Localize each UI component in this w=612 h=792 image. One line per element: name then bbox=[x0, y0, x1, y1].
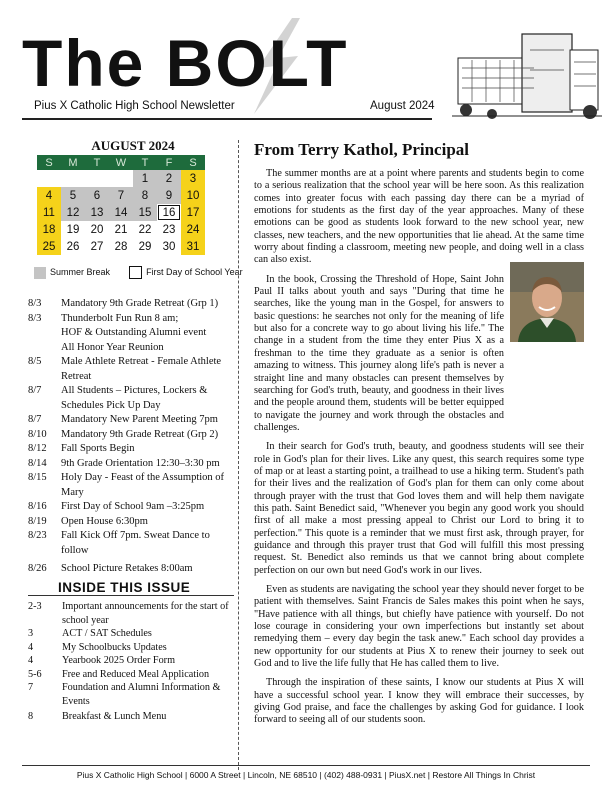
calendar-day: 20 bbox=[90, 223, 104, 236]
weekday: S bbox=[37, 155, 61, 170]
event-text: School Picture Retakes 8:00am bbox=[61, 563, 193, 574]
calendar-day: 11 bbox=[37, 204, 61, 221]
event-date: 8/5 bbox=[28, 356, 42, 367]
calendar-day: 23 bbox=[162, 223, 176, 236]
issue-page: 3 bbox=[28, 628, 34, 639]
event-item bbox=[28, 562, 238, 577]
event-item bbox=[28, 457, 238, 472]
event-item bbox=[28, 326, 238, 341]
event-item bbox=[28, 297, 238, 312]
legend-first-day-label: First Day of School Year bbox=[146, 266, 243, 277]
august-calendar bbox=[37, 155, 205, 255]
event-date: 8/26 bbox=[28, 563, 47, 574]
article-body bbox=[254, 168, 584, 734]
calendar-day-first-day: 16 bbox=[157, 204, 181, 221]
event-text: Mandatory 9th Grade Retreat (Grp 1) bbox=[61, 298, 219, 309]
issue-date: August 2024 bbox=[370, 100, 435, 112]
calendar-week bbox=[37, 170, 205, 187]
calendar-week bbox=[37, 187, 205, 204]
event-text: Male Athlete Retreat - Female Athlete Retreat bbox=[61, 356, 222, 382]
event-text: All Students – Pictures, Lockers & Schedules Pick Up Day bbox=[61, 385, 208, 411]
issue-page: 5-6 bbox=[28, 668, 42, 680]
calendar-weekday-row bbox=[37, 155, 205, 170]
event-date: 8/23 bbox=[28, 530, 47, 541]
calendar-day bbox=[109, 170, 133, 187]
calendar-day bbox=[61, 170, 85, 187]
event-item bbox=[28, 442, 238, 457]
calendar-day: 10 bbox=[181, 187, 205, 204]
weekday: T bbox=[133, 155, 157, 170]
calendar-day: 2 bbox=[157, 170, 181, 187]
calendar-day: 9 bbox=[157, 187, 181, 204]
column-divider bbox=[238, 140, 239, 770]
calendar-day: 21 bbox=[114, 223, 128, 236]
event-item bbox=[28, 515, 238, 530]
event-text: HOF & Outstanding Alumni event bbox=[61, 327, 207, 338]
issue-item bbox=[28, 641, 238, 655]
event-date: 8/12 bbox=[28, 443, 47, 454]
school-building-illustration bbox=[452, 20, 602, 124]
article-paragraph: In the book, Crossing the Threshold of Hope, Saint John Paul II talks about youth and says "During that time he searches, like the young man in the Gospel, for answers to basic questions: he searches not only for the meaning of life but also for a concrete way to go about living his life." The change in a student from the time they enter Pius X as a freshman to the time they graduate as a senior is often amazing to witness. This journey along life's path is never a straight line and many obstacles can present themselves by searching for God's truth, beauty, and goodness in their lives and the people around them, students will be better equipped to navigate the journey and work through the obstacles and challenges. bbox=[254, 273, 504, 433]
events-list bbox=[28, 297, 238, 577]
issue-item bbox=[28, 668, 238, 682]
issue-text: Important announcements for the start of school year bbox=[62, 601, 229, 626]
inside-this-issue-heading: INSIDE THIS ISSUE bbox=[58, 580, 191, 595]
first-day-swatch bbox=[129, 266, 142, 279]
event-date: 8/15 bbox=[28, 472, 47, 483]
event-date: 8/19 bbox=[28, 515, 47, 527]
issue-item bbox=[28, 654, 238, 668]
event-text: Fall Sports Begin bbox=[61, 443, 135, 454]
event-text: Mandatory New Parent Meeting 7pm bbox=[61, 414, 218, 425]
calendar-day: 28 bbox=[114, 240, 128, 253]
calendar-day: 1 bbox=[133, 170, 157, 187]
issue-page: 2-3 bbox=[28, 601, 42, 612]
event-text: 9th Grade Orientation 12:30–3:30 pm bbox=[61, 457, 220, 469]
event-text: Thunderbolt Fun Run 8 am; bbox=[61, 312, 179, 324]
event-item bbox=[28, 500, 238, 515]
calendar-day: 14 bbox=[109, 204, 133, 221]
article-paragraph: Through the inspiration of these saints, I know our students at Pius X will have a successful school year. I know they will embrace their successes, by giving God praise, and face the challenges by asking God for guidance. I look forward to seeing all of our students soon. bbox=[254, 677, 584, 726]
calendar-day: 6 bbox=[85, 187, 109, 204]
inside-rule bbox=[28, 595, 234, 596]
issue-text: Foundation and Alumni Information & Events bbox=[62, 682, 221, 707]
calendar-day: 22 bbox=[138, 223, 152, 236]
calendar-day: 30 bbox=[162, 240, 176, 253]
calendar-day: 13 bbox=[85, 204, 109, 221]
legend-summer-label: Summer Break bbox=[50, 266, 111, 277]
calendar-day: 12 bbox=[61, 204, 85, 221]
event-text: Holy Day - Feast of the Assumption of Mary bbox=[61, 472, 225, 498]
event-date: 8/3 bbox=[28, 312, 42, 324]
event-date: 8/16 bbox=[28, 501, 47, 512]
calendar-day: 26 bbox=[66, 240, 80, 253]
event-item bbox=[28, 384, 238, 413]
calendar-day: 31 bbox=[181, 238, 205, 255]
calendar-day: 29 bbox=[138, 240, 152, 253]
issue-page: 4 bbox=[28, 641, 34, 653]
article-paragraph: Even as students are navigating the school year they should never forget to be patient with themselves. Saint Francis de Sales makes this point when he says, "Have patience with all things, but chiefly have patience with yourself. Do not lose courage in considering your own imperfections but instantly set about remedying them – every day begin the task anew." Each school day provides a new opportunity for our students at Pius X to renew their journey to seek out God and to live the life fully that He has called them to live. bbox=[254, 584, 584, 670]
event-item bbox=[28, 471, 238, 500]
newsletter-title: The BOLT bbox=[22, 26, 349, 100]
event-date: 8/3 bbox=[28, 298, 42, 309]
article-paragraph: The summer months are at a point where parents and students begin to come to a serious realization that the school year will be here soon. As this realization comes into greater focus with each passing day there can be a myriad of emotions for students as the first day of the year approaches. Many of these emotions can be good as students look forward to the new school year, new classes, new teachers, and the new opportunities that lie ahead. At the same time worry about finding a classroom, meeting new people, and doing well in a class can also exist. bbox=[254, 168, 584, 266]
event-date: 8/10 bbox=[28, 428, 47, 440]
calendar-title: AUGUST 2024 bbox=[91, 138, 175, 153]
calendar-day: 27 bbox=[90, 240, 104, 253]
weekday: F bbox=[157, 155, 181, 170]
calendar-day: 3 bbox=[181, 170, 205, 187]
issue-item bbox=[28, 710, 238, 724]
issue-item bbox=[28, 627, 238, 641]
calendar-day: 8 bbox=[133, 187, 157, 204]
event-text: Mandatory 9th Grade Retreat (Grp 2) bbox=[61, 428, 219, 440]
article-title: From Terry Kathol, Principal bbox=[254, 140, 470, 159]
calendar-day bbox=[37, 170, 61, 187]
issue-text: Breakfast & Lunch Menu bbox=[62, 711, 167, 722]
calendar-day: 5 bbox=[61, 187, 85, 204]
event-item bbox=[28, 529, 238, 558]
weekday: S bbox=[181, 155, 205, 170]
calendar-week bbox=[37, 238, 205, 255]
weekday: T bbox=[85, 155, 109, 170]
issue-item bbox=[28, 681, 238, 708]
event-item bbox=[28, 312, 238, 327]
event-date bbox=[28, 341, 61, 356]
event-item bbox=[28, 355, 238, 384]
masthead-rule bbox=[22, 118, 432, 120]
calendar-week bbox=[37, 221, 205, 238]
event-text: All Honor Year Reunion bbox=[61, 341, 164, 353]
calendar-day: 19 bbox=[66, 223, 80, 236]
calendar-day: 18 bbox=[37, 221, 61, 238]
article-paragraph: In their search for God's truth, beauty, and goodness students will see their role in God's plan for their lives. Like any quest, this search requires some type of map or at least a starting point, a trailhead to use a hiking term. Student's path for their lives and the realization of God's plan for them can only come about through prayer with the trust that God loves them and will help them navigate this path. Saint Benedict said, "Whenever you begin any good work you should first of all make a most pressing appeal to Christ our Lord to bring it to perfection." This quote is a reminder that we must first ask, through prayer, for guidance and through this prayer trust that God will fulfill this most pressing request. St. Benedict also reminds us that we cannot bring about complete perfection on our own but need God's work in our lives. bbox=[254, 441, 584, 576]
summer-break-swatch bbox=[34, 267, 46, 279]
issue-text: Free and Reduced Meal Application bbox=[62, 668, 210, 680]
calendar-day: 4 bbox=[37, 187, 61, 204]
issue-page: 8 bbox=[28, 711, 34, 722]
event-date: 8/7 bbox=[28, 385, 42, 396]
issue-text: ACT / SAT Schedules bbox=[62, 628, 152, 639]
footer-rule bbox=[22, 765, 590, 766]
event-date bbox=[28, 326, 61, 341]
newsletter-subtitle: Pius X Catholic High School Newsletter bbox=[34, 100, 235, 112]
issue-text: Yearbook 2025 Order Form bbox=[62, 655, 175, 666]
event-text: Fall Kick Off 7pm. Sweat Dance to follow bbox=[61, 530, 210, 556]
weekday: W bbox=[109, 155, 133, 170]
issue-page: 4 bbox=[28, 655, 34, 666]
issue-item bbox=[28, 600, 238, 627]
event-date: 8/14 bbox=[28, 457, 47, 469]
calendar-day: 17 bbox=[181, 204, 205, 221]
calendar-day: 24 bbox=[181, 221, 205, 238]
issue-page: 7 bbox=[28, 682, 34, 693]
event-item bbox=[28, 428, 238, 443]
issue-text: My Schoolbucks Updates bbox=[62, 641, 167, 653]
event-item bbox=[28, 341, 238, 356]
event-item bbox=[28, 413, 238, 428]
calendar-day bbox=[85, 170, 109, 187]
calendar-day: 25 bbox=[37, 238, 61, 255]
calendar-day: 7 bbox=[109, 187, 133, 204]
calendar-day: 15 bbox=[133, 204, 157, 221]
inside-this-issue-list bbox=[28, 600, 238, 724]
event-date: 8/7 bbox=[28, 414, 42, 425]
event-text: First Day of School 9am –3:25pm bbox=[61, 501, 205, 512]
calendar-legend bbox=[34, 266, 243, 279]
weekday: M bbox=[61, 155, 85, 170]
footer-text: Pius X Catholic High School | 6000 A Street | Lincoln, NE 68510 | (402) 488-0931 | PiusX.net | Restore All Things In Christ bbox=[76, 770, 536, 780]
event-text: Open House 6:30pm bbox=[61, 515, 148, 527]
calendar-week bbox=[37, 204, 205, 221]
